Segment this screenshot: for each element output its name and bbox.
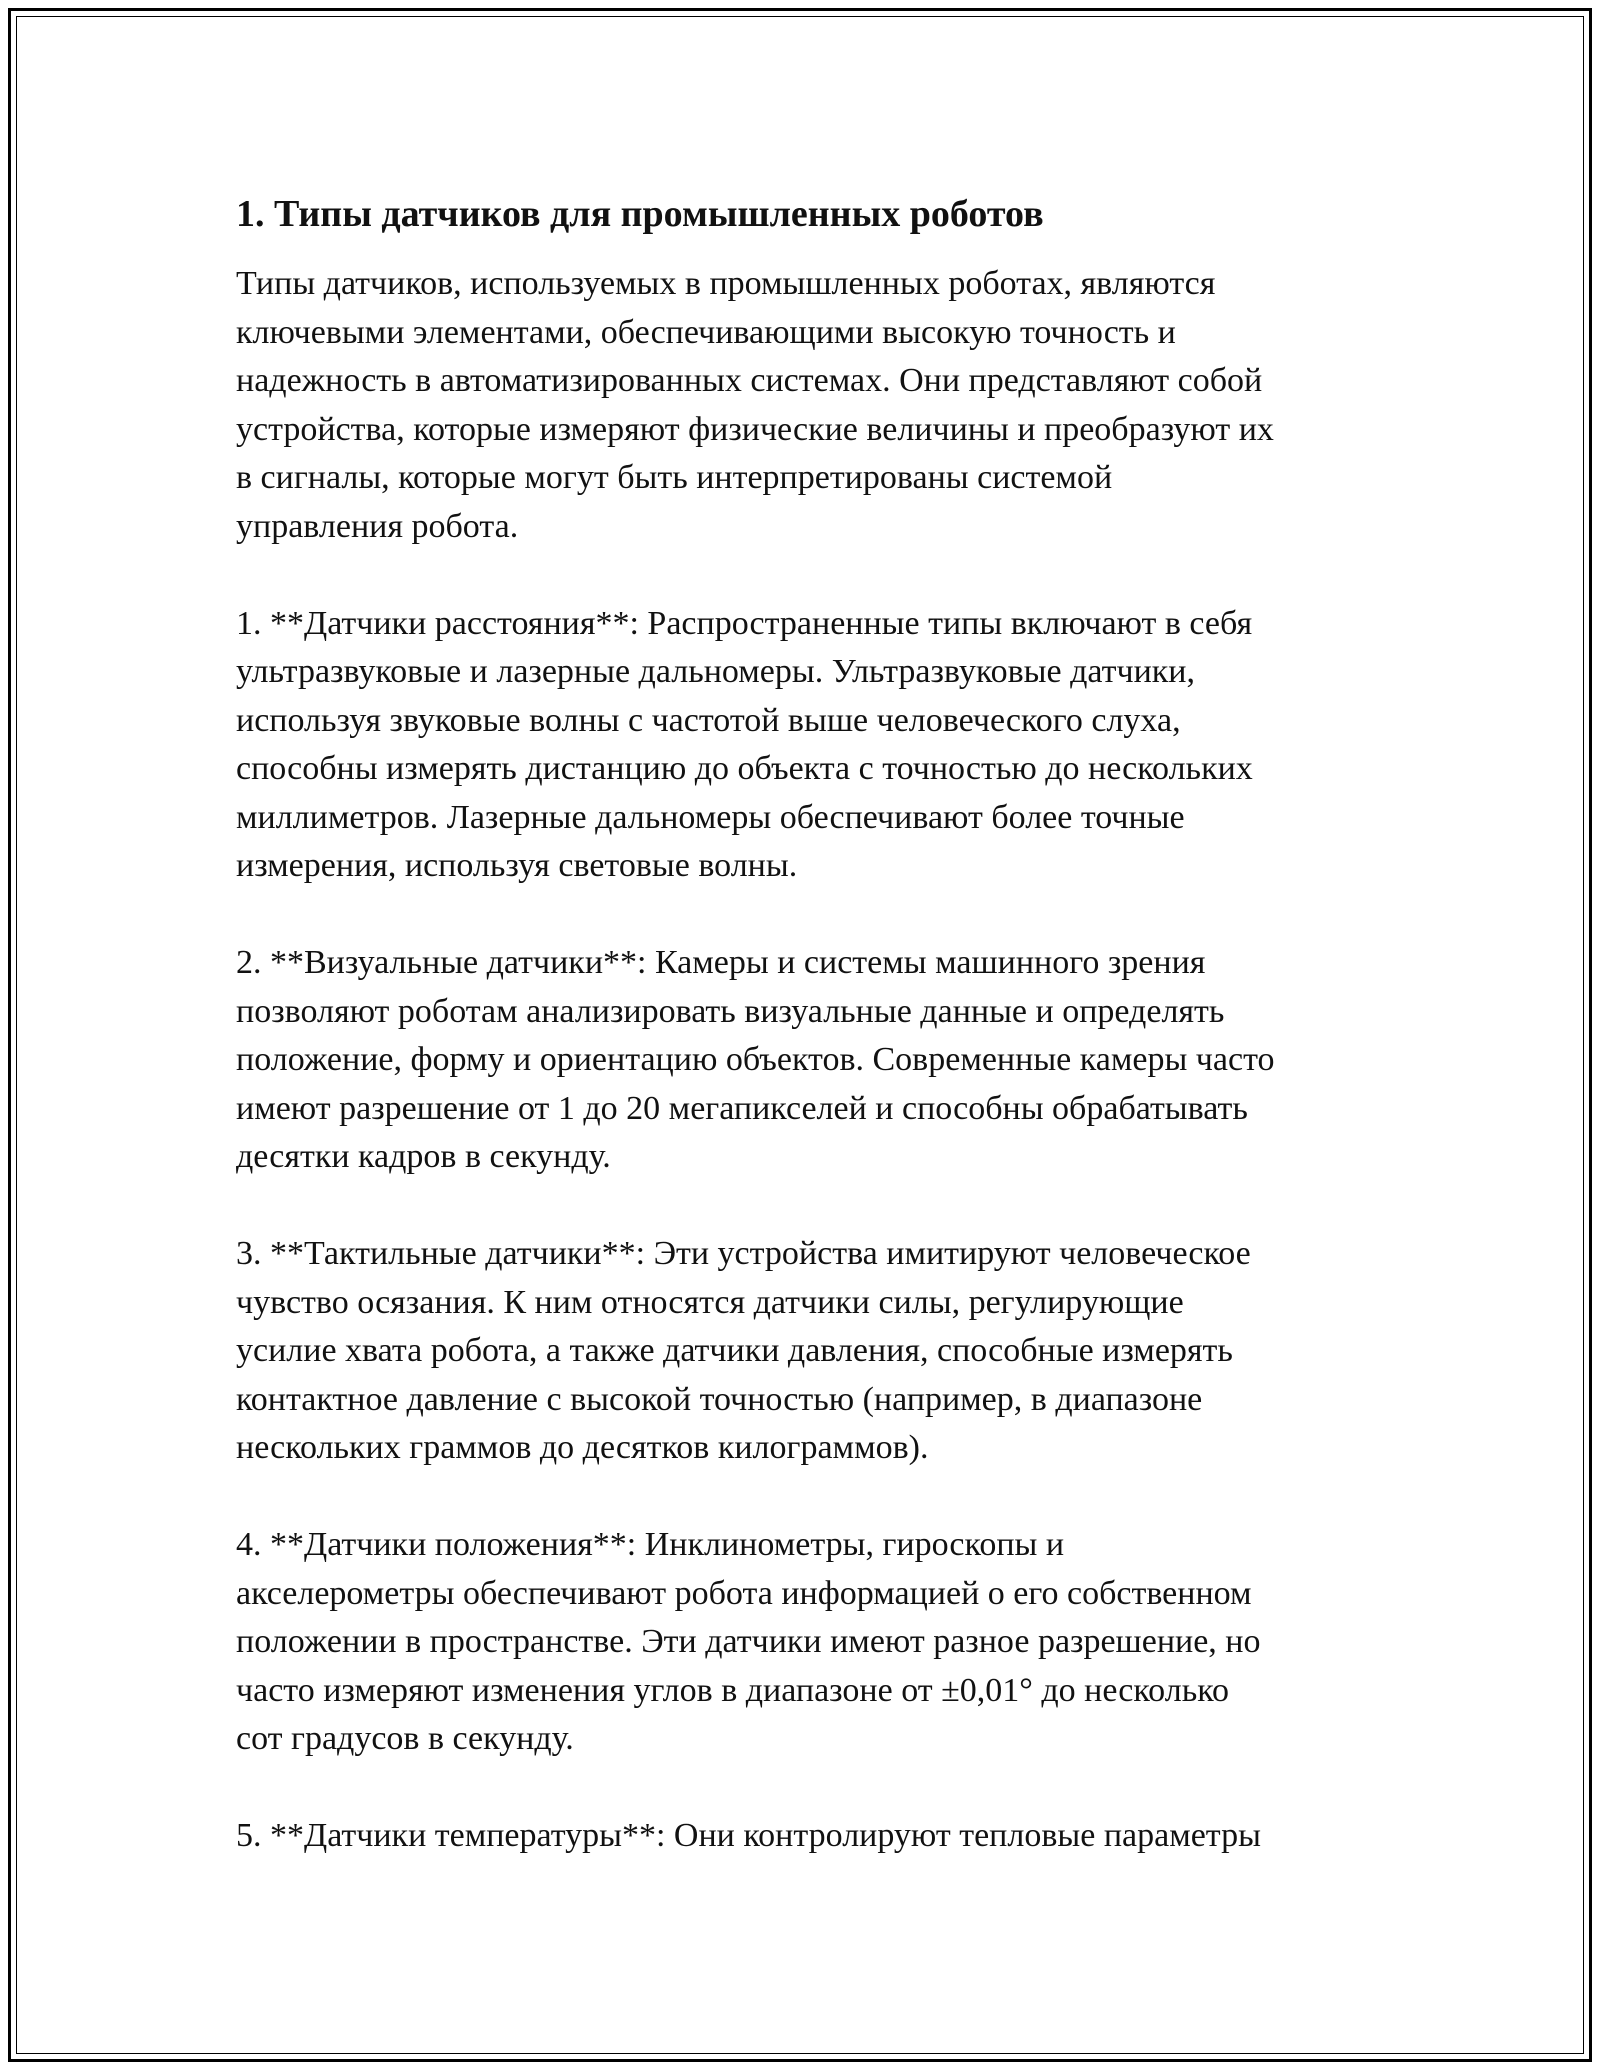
text-line: контактное давление с высокой точностью (например, в диапазоне — [236, 1380, 1203, 1418]
text-line: имеют разрешение от 1 до 20 мегапикселей и способны обрабатывать — [236, 1089, 1248, 1127]
text-line: используя звуковые волны с частотой выше человеческого слуха, — [236, 701, 1181, 739]
text-line: способны измерять дистанцию до объекта с точностью до нескольких — [236, 750, 1253, 787]
text-line: миллиметров. Лазерные дальномеры обеспечивают более точные — [236, 798, 1185, 836]
text-line: надежность в автоматизированных системах. Они представляют собой — [236, 362, 1263, 399]
text-line: усилие хвата робота, а также датчики давления, способные измерять — [236, 1332, 1233, 1369]
text-line: 1. **Датчики расстояния**: Распространенные типы включают в себя — [236, 604, 1253, 642]
intro-paragraph — [236, 260, 1376, 551]
list-item-visual-sensors — [236, 939, 1376, 1182]
text-line: акселерометры обеспечивают робота информацией о его собственном — [236, 1574, 1252, 1612]
text-line: 2. **Визуальные датчики**: Камеры и системы машинного зрения — [236, 944, 1206, 981]
text-line: нескольких граммов до десятков килограммов). — [236, 1429, 929, 1466]
text-line: 4. **Датчики положения**: Инклинометры, гироскопы и — [236, 1526, 1065, 1563]
text-line: положение, форму и ориентацию объектов. Современные камеры часто — [236, 1041, 1275, 1078]
text-line: 3. **Тактильные датчики**: Эти устройства имитируют человеческое — [236, 1235, 1251, 1272]
text-line: позволяют роботам анализировать визуальные данные и определять — [236, 992, 1225, 1030]
text-line: устройства, которые измеряют физические величины и преобразуют их — [236, 410, 1274, 448]
text-line: измерения, используя световые волны. — [236, 847, 798, 884]
text-line: часто измеряют изменения углов в диапазоне от ±0,01° до несколько — [236, 1671, 1229, 1709]
text-line: Типы датчиков, используемых в промышленных роботах, являются — [236, 265, 1216, 302]
text-line: управления робота. — [236, 507, 519, 545]
text-line: ключевыми элементами, обеспечивающими высокую точность и — [236, 313, 1176, 351]
list-item-tactile-sensors — [236, 1230, 1376, 1473]
text-line: 5. **Датчики температуры**: Они контролируют тепловые параметры — [236, 1817, 1261, 1854]
text-line: десятки кадров в секунду. — [236, 1138, 611, 1175]
list-item-temperature-sensors — [236, 1812, 1376, 1861]
text-line: чувство осязания. К ним относятся датчики силы, регулирующие — [236, 1283, 1184, 1321]
section-heading: 1. Типы датчиков для промышленных роботов — [236, 193, 1044, 235]
list-item-position-sensors — [236, 1521, 1376, 1764]
document-body — [236, 188, 1376, 1861]
text-line: положении в пространстве. Эти датчики имеют разное разрешение, но — [236, 1623, 1261, 1660]
text-line: ультразвуковые и лазерные дальномеры. Ультразвуковые датчики, — [236, 653, 1195, 690]
list-item-distance-sensors — [236, 600, 1376, 891]
text-line: в сигналы, которые могут быть интерпретированы системой — [236, 459, 1113, 496]
text-line: сот градусов в секунду. — [236, 1720, 574, 1757]
